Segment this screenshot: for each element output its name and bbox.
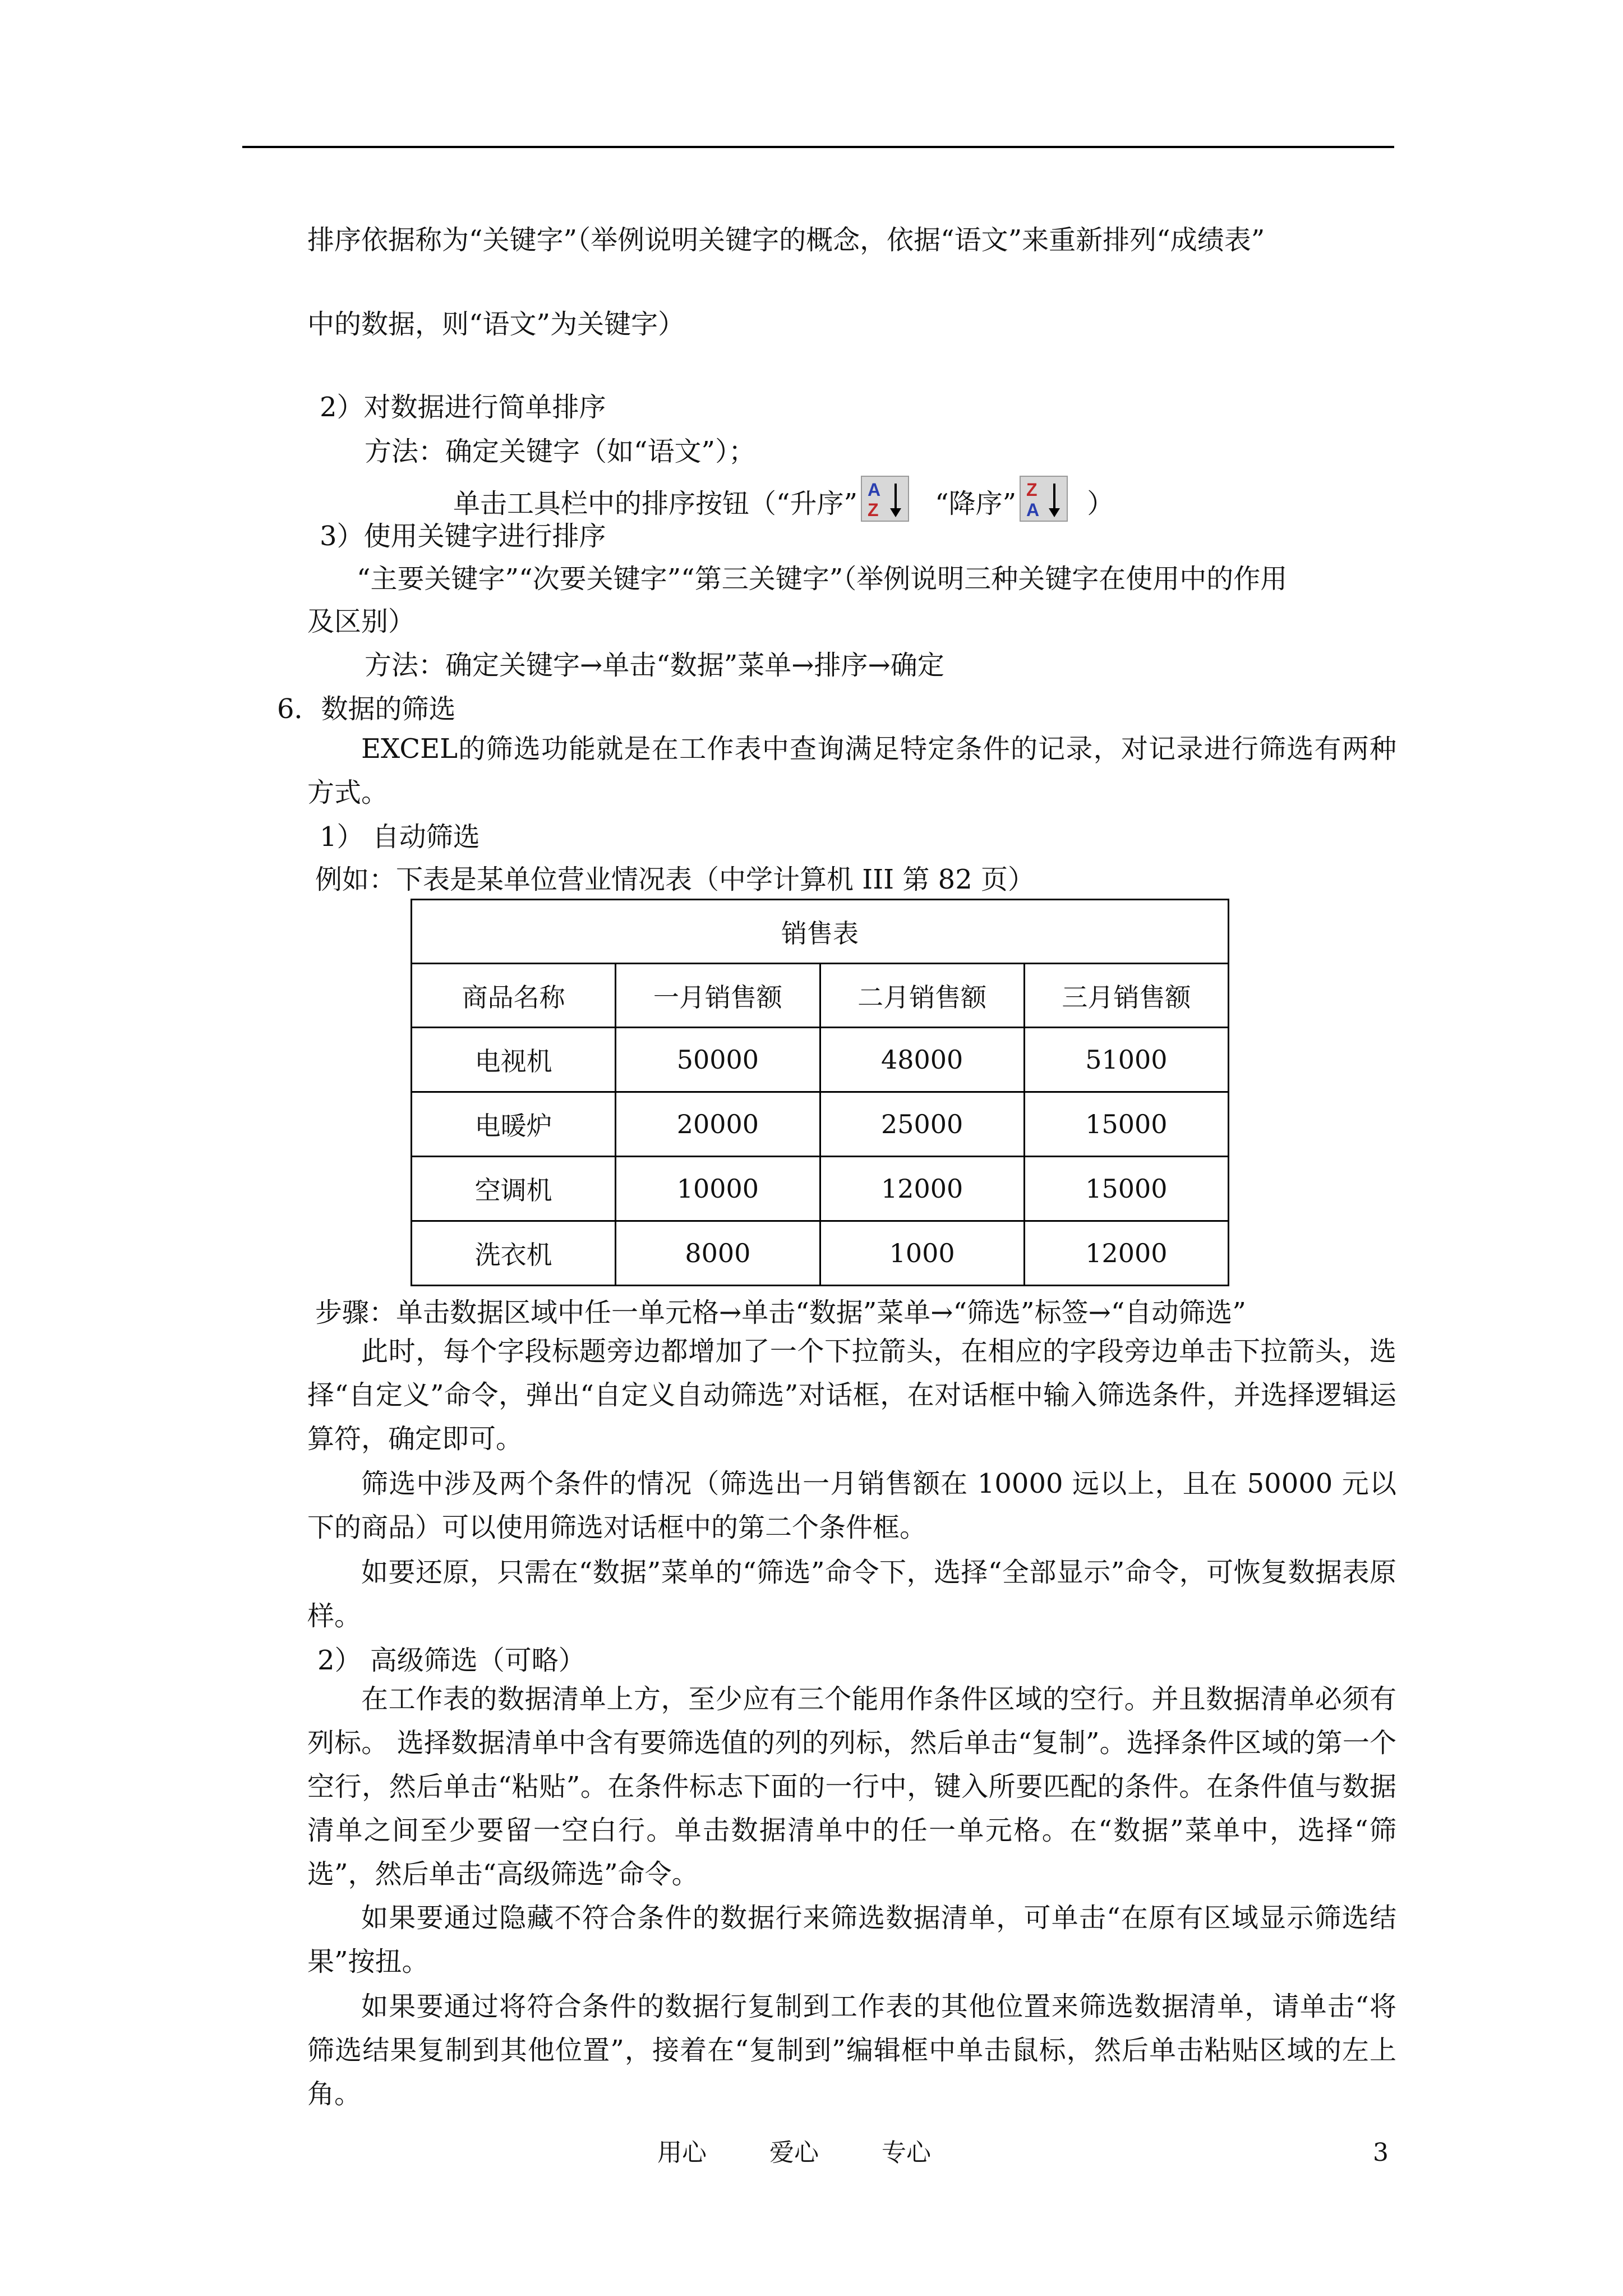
table-cell: 51000: [1024, 1028, 1228, 1092]
sort-ascending-letter-bottom: Z: [868, 500, 879, 520]
paragraph-hide-rows: 如果要通过隐藏不符合条件的数据行来筛选数据清单，可单击“在原有区域显示筛选结果”按扭。: [307, 1902, 1396, 1977]
sales-table: [411, 899, 1229, 1286]
section-heading-simple-sort: 2）对数据进行简单排序: [320, 392, 606, 423]
table-cell: 空调机: [412, 1157, 616, 1221]
table-cell: 25000: [820, 1092, 1024, 1157]
table-cell: 电视机: [412, 1028, 616, 1092]
paragraph-line: “主要关键字”“次要关键字”“第三关键字”（举例说明三种关键字在使用中的作用: [357, 563, 1288, 595]
table-cell: 15000: [1024, 1157, 1228, 1221]
method-line: 方法：确定关键字（如“语文”）；: [365, 436, 756, 467]
table-header-cell: 一月销售额: [616, 964, 820, 1028]
table-cell: 20000: [616, 1092, 820, 1157]
table-header-cell: 商品名称: [412, 964, 616, 1028]
sort-ascending-letter-top: A: [868, 480, 881, 500]
footer-motto-item: 用心: [657, 2138, 707, 2167]
table-row: [412, 1028, 1229, 1092]
table-cell: 8000: [616, 1221, 820, 1286]
paragraph-line: 中的数据，则“语文”为关键字）: [307, 309, 685, 340]
table-header-row: [412, 964, 1229, 1028]
sort-descending-letter-top: Z: [1026, 480, 1038, 500]
table-row: [412, 1221, 1229, 1286]
section-heading-filter: 6．数据的筛选: [277, 693, 456, 725]
sort-descending-icon: [1020, 476, 1068, 522]
table-cell: 50000: [616, 1028, 820, 1092]
table-header-cell: 三月销售额: [1024, 964, 1228, 1028]
paragraph-restore: 如要还原，只需在“数据”菜单的“筛选”命令下，选择“全部显示”命令，可恢复数据表原样。: [307, 1557, 1396, 1632]
footer-motto-item: 专心: [882, 2138, 931, 2167]
paragraph-line: 排序依据称为“关键字”（举例说明关键字的概念，依据“语文”来重新排列“成绩表”: [307, 224, 1265, 256]
page-number: 3: [1373, 2138, 1389, 2167]
table-cell: 15000: [1024, 1092, 1228, 1157]
table-row: [412, 1157, 1229, 1221]
sort-text-suffix: ）: [1087, 488, 1114, 519]
header-rule: [242, 146, 1394, 148]
table-cell: 12000: [820, 1157, 1024, 1221]
paragraph-copy-rows: 如果要通过将符合条件的数据行复制到工作表的其他位置来筛选数据清单，请单击“将筛选结果复制到其他位置”，接着在“复制到”编辑框中单击鼠标，然后单击粘贴区域的左上角。: [307, 1991, 1396, 2110]
paragraph-two-conditions: 筛选中涉及两个条件的情况（筛选出一月销售额在 10000 远以上，且在 50000 元以下的商品）可以使用筛选对话框中的第二个条件框。: [307, 1468, 1396, 1543]
method-line: 方法：确定关键字→单击“数据”菜单→排序→确定: [365, 650, 944, 681]
sort-ascending-icon: [861, 476, 909, 522]
sort-descending-letter-bottom: A: [1026, 500, 1040, 520]
table-cell: 12000: [1024, 1221, 1228, 1286]
section-heading-auto-filter: 1） 自动筛选: [320, 821, 480, 853]
sort-text-prefix: 单击工具栏中的排序按钮（“升序”: [453, 488, 858, 519]
table-cell: 48000: [820, 1028, 1024, 1092]
paragraph-dropdown-arrow: 此时，每个字段标题旁边都增加了一个下拉箭头，在相应的字段旁边单击下拉箭头，选择“自定义”命令，弹出“自定义自动筛选”对话框，在对话框中输入筛选条件，并选择逻辑运算符，确定即可。: [307, 1336, 1396, 1455]
table-cell: 洗衣机: [412, 1221, 616, 1286]
toolbar-sort-line: [453, 476, 1114, 522]
paragraph-filter-intro: EXCEL的筛选功能就是在工作表中查询满足特定条件的记录，对记录进行筛选有两种方式。: [307, 733, 1396, 808]
table-cell: 10000: [616, 1157, 820, 1221]
section-heading-advanced-filter: 2） 高级筛选（可略）: [317, 1645, 585, 1676]
table-cell: 1000: [820, 1221, 1024, 1286]
table-row: [412, 1092, 1229, 1157]
table-title: 销售表: [412, 900, 1229, 964]
example-line: 例如：下表是某单位营业情况表（中学计算机 III 第 82 页）: [315, 864, 1035, 895]
steps-line: 步骤：单击数据区域中任一单元格→单击“数据”菜单→“筛选”标签→“自动筛选”: [315, 1297, 1246, 1328]
paragraph-line: 及区别）: [307, 606, 416, 637]
table-cell: 电暖炉: [412, 1092, 616, 1157]
table-header-cell: 二月销售额: [820, 964, 1024, 1028]
sort-text-mid: “降序”: [935, 488, 1017, 519]
paragraph-advanced-filter: 在工作表的数据清单上方，至少应有三个能用作条件区域的空行。并且数据清单必须有列标。 选择数据清单中含有要筛选值的列的列标，然后单击“复制”。选择条件区域的第一个空行，然后单击“粘贴”。在条件标志下面的一行中，键入所要匹配的条件。在条件值与数据清单之间至少要留一空白行。单击数据清单中的任一单元格。在“数据”菜单中，选择“筛选”，然后单击“高级筛选”命令。: [307, 1683, 1396, 1890]
footer-motto-item: 爱心: [769, 2138, 819, 2167]
section-heading-keyword-sort: 3）使用关键字进行排序: [320, 521, 606, 552]
